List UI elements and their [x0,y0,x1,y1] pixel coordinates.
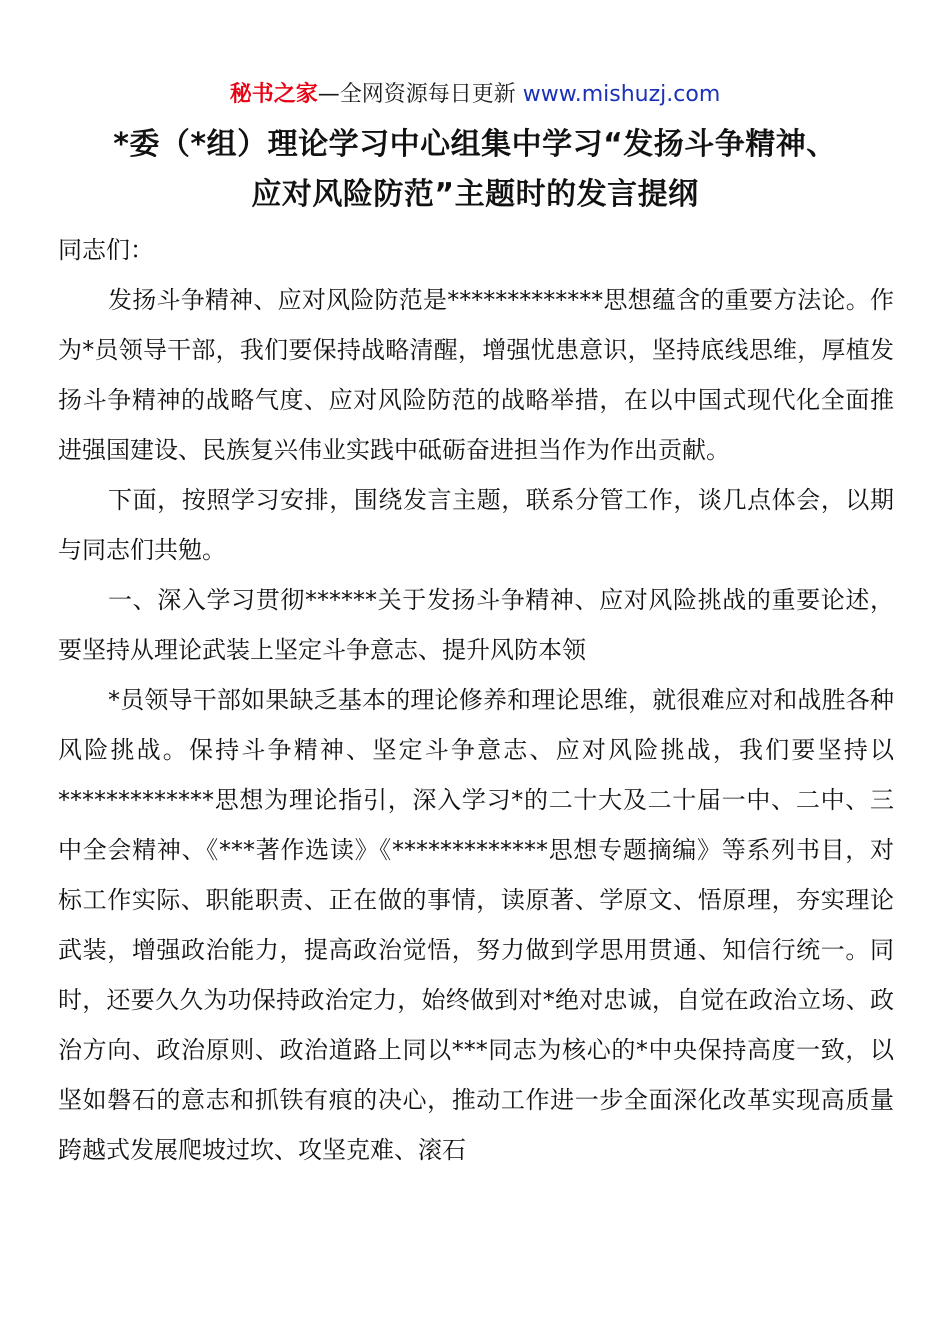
site-url-link[interactable]: www.mishuzj.com [522,82,721,107]
document-title [40,120,910,220]
paragraph-section-1: *员领导干部如果缺乏基本的理论修养和理论思维，就很难应对和战胜各种风险挑战。保持斗争精神、坚定斗争意志、应对风险挑战，我们要坚持以*************思想为理论指引，深入学习*的二十大及二十届一中、二中、三中全会精神、《***著作选读》《*************思想专题摘编》等系列书目，对标工作实际、职能职责、正在做的事情，读原著、学原文、悟原理，夯实理论武装，增强政治能力，提高政治觉悟，努力做到学思用贯通、知信行统一。同时，还要久久为功保持政治定力，始终做到对*绝对忠诚，自觉在政治立场、政治方向、政治原则、政治道路上同以***同志为核心的*中央保持高度一致，以坚如磐石的意志和抓铁有痕的决心，推动工作进一步全面深化改革实现高质量跨越式发展爬坡过坎、攻坚克难、滚石 [58,686,894,1164]
site-tagline: —全网资源每日更新 [317,82,516,107]
paragraph-intro: 发扬斗争精神、应对风险防范是*************思想蕴含的重要方法论。作为*员领导干部，我们要保持战略清醒，增强忧患意识，坚持底线思维，厚植发扬斗争精神的战略气度、应对风险防范的战略举措，在以中国式现代化全面推进强国建设、民族复兴伟业实践中砥砺奋进担当作为作出贡献。 [58,286,894,464]
paragraph-outline: 下面，按照学习安排，围绕发言主题，联系分管工作，谈几点体会，以期与同志们共勉。 [58,486,894,564]
salutation: 同志们： [58,236,154,264]
title-line-2: 应对风险防范”主题时的发言提纲 [251,177,699,212]
section-heading-1: 一、深入学习贯彻******关于发扬斗争精神、应对风险挑战的重要论述，要坚持从理论武装上坚定斗争意志、提升风防本领 [58,586,894,664]
brand-name: 秘书之家 [229,82,318,107]
document-body [58,225,894,1175]
site-header [0,78,950,112]
title-line-1: *委（*组）理论学习中心组集中学习“发扬斗争精神、 [113,127,837,162]
